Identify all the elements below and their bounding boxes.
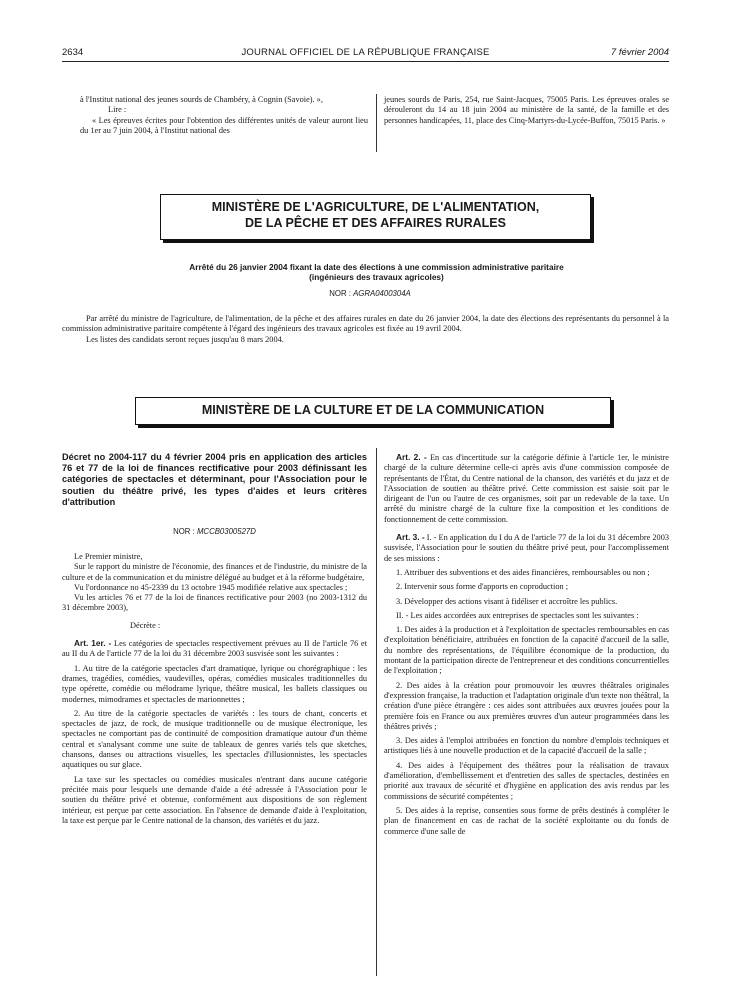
- premier-ministre: Le Premier ministre,: [74, 552, 143, 561]
- article-1-paragraph: La taxe sur les spectacles ou comédies musicales n'entrant dans aucune catégorie précitée mais pour lesquels une demande d'aide a été adressée à l'Association pour le soutien du théâtre privé et obtenue, conformément aux dispositions de son règlement intérieur, est perçue par cette association. En l'absence de demande d'aide à l'exploitation, la taxe est perçue par le Centre national de la chanson, des variétés et du jazz.: [62, 774, 367, 825]
- article-3-aid: 1. Des aides à la production et à l'exploitation de spectacles remboursables en cas d'exploitation bénéficiaire, attribuées en fonction de la capacité d'accueil de la salle, du nombre des représentations, de l'équilibre économique de la production, du montant de la participation directe de l'entrepreneur et des conditions concurrentielles de l'exploitation ;: [384, 625, 669, 676]
- article-3-aid: 4. Des aides à l'équipement des théâtres pour la réalisation de travaux d'amélioration, d'embellissement et d'entretien des salles de spectacles, destinées en priorité aux travaux de sécurité et d'hygiène en application des avis rendus par les commissions de sécurité compétentes ;: [384, 760, 669, 801]
- article-3-item: 2. Intervenir sous forme d'apports en coproduction ;: [396, 582, 568, 592]
- nor-label: NOR :: [173, 527, 195, 536]
- decret-left-column: [62, 552, 367, 826]
- article-3-aid: 5. Des aides à la reprise, consenties sous forme de prêts destinés à compléter le plan de financement en cas de rachat de la société exploitante ou du fonds de commerce d'une salle de: [384, 805, 669, 836]
- article-3: [384, 532, 669, 564]
- arrete-title-line1: Arrêté du 26 janvier 2004 fixant la date des élections à une commission administrative paritaire: [189, 262, 564, 272]
- arrete-title: [95, 262, 658, 282]
- article-3-aid: 3. Des aides à l'emploi attribuées en fonction du nombre d'emplois techniques et artistiques liés à une nouvelle production et de la capacité d'accueil de la salle ;: [384, 736, 669, 756]
- ministry-agriculture-line1: MINISTÈRE DE L'AGRICULTURE, DE L'ALIMENTATION,: [211, 200, 540, 214]
- article-3-item: 1. Attribuer des subventions et des aides financières, remboursables ou non ;: [396, 567, 650, 577]
- article-2-text: En cas d'incertitude sur la catégorie définie à l'article 1er, le ministre chargé de la culture détermine celle-ci après avis d'une commission composée de représentants de l'État, du Centre national de la chanson, des variétés et du jazz et de l'Association de soutien au théâtre privé. Cette commission est saisie soit par le dirigeant de l'un ou l'autre de ces organismes, soit par un redevable de la taxe. Un arrêté du ministre chargé de la culture fixe la composition et les conditions de fonctionnement de cette commission.: [384, 453, 669, 524]
- ministry-culture-line1: MINISTÈRE DE LA CULTURE ET DE LA COMMUNICATION: [201, 403, 545, 417]
- nor-code: AGRA0400304A: [353, 289, 411, 298]
- article-3-aid: 2. Des aides à la création pour promouvoir les œuvres théâtrales originales d'expression française, la traduction et l'adaptation originale d'un texte non théâtral, la création d'une pièce étrangère : ces aides sont attribuées aux œuvres jouées pour la première fois en France ou aux premières œuvres d'un auteur programmées dans les théâtres privés ;: [384, 680, 669, 731]
- top-right-column: [384, 95, 669, 126]
- article-1: [62, 638, 367, 660]
- sur-le-rapport: Sur le rapport du ministre de l'économie, des finances et de l'industrie, du ministre de la culture et de la communication et du ministre délégué au budget et à la réforme budgétaire,: [62, 562, 367, 582]
- column-divider-top: [376, 94, 377, 152]
- article-1-heading: Art. 1er. -: [74, 638, 112, 649]
- visa: Vu les articles 76 et 77 de la loi de finances rectificative pour 2003 (no 2003-1312 du 31 décembre 2003),: [62, 593, 367, 613]
- arrete-paragraph: Par arrêté du ministre de l'agriculture, de l'alimentation, de la pêche et des affaires rurales en date du 26 janvier 2004, la date des élections des représentants du personnel à la commission administrative paritaire compétente à l'égard des ingénieurs des travaux agricoles est fixée au 19 avril 2004.: [62, 314, 669, 334]
- quote-start: « Les épreuves écrites pour l'obtention des différentes unités de valeur auront lieu du 1er au 7 juin 2004, à l'Institut national des: [80, 115, 368, 135]
- article-3-heading: Art. 3. -: [396, 532, 425, 543]
- decret-right-column: [384, 452, 669, 837]
- arrete-body: [62, 314, 669, 345]
- article-3-text: I. - En application du I du A de l'article 77 de la loi du 31 décembre 2003 susvisée, l'Association pour le soutien du théâtre privé peut, pour l'accomplissement de ses missions :: [384, 533, 669, 563]
- nor-label: NOR :: [329, 289, 351, 298]
- article-1-text: Les catégories de spectacles respectivement prévues au II de l'article 76 et au II du A de l'article 77 de la loi du 31 décembre 2003 susvisée sont les suivantes :: [62, 639, 368, 659]
- page-header: [62, 47, 669, 62]
- lire-label: Lire :: [108, 105, 127, 115]
- column-divider: [376, 448, 377, 976]
- article-3-section-ii: II. - Les aides accordées aux entreprises de spectacles sont les suivantes :: [396, 610, 639, 620]
- visa: Vu l'ordonnance no 45-2339 du 13 octobre 1945 modifiée relative aux spectacles ;: [74, 582, 348, 592]
- arrete-paragraph: Les listes des candidats seront reçues jusqu'au 8 mars 2004.: [86, 334, 284, 344]
- decrete: Décrète :: [130, 620, 161, 630]
- ministry-culture-heading: [135, 397, 611, 425]
- article-2-heading: Art. 2. -: [396, 452, 427, 462]
- journal-title: JOURNAL OFFICIEL DE LA RÉPUBLIQUE FRANÇAISE: [241, 47, 490, 58]
- article-3-item: 3. Développer des actions visant à fidéliser et accroître les publics.: [396, 596, 618, 606]
- decret-title: Décret no 2004-117 du 4 février 2004 pris en application des articles 76 et 77 de la loi de finances rectificative pour 2003 définissant les catégories de spectacles et déterminant, pour l'Association pour le soutien du théâtre privé, les types d'aides et leurs critères d'attribution: [62, 452, 367, 507]
- top-left-column: [80, 95, 368, 136]
- issue-date: 7 février 2004: [610, 47, 669, 58]
- ministry-agriculture-line2: DE LA PÊCHE ET DES AFFAIRES RURALES: [245, 216, 506, 230]
- article-1-item: 1. Au titre de la catégorie spectacles d'art dramatique, lyrique ou chorégraphique : les drames, tragédies, comédies, vaudevilles, opéras, comédies musicales traditionnelles du type opérette, comédie ou mélodrame lyrique, théâtre musical, les ballets classiques ou modernes, mimodrames et spectacles de marionnettes ;: [62, 663, 367, 704]
- decret-nor: [62, 527, 367, 536]
- quote-end: jeunes sourds de Paris, 254, rue Saint-Jacques, 75005 Paris. Les épreuves orales se dérouleront du 14 au 18 juin 2004 au ministère de la santé, de la famille et des personnes handicapées, 11, place des Cinq-Martyrs-du-Lycée-Buffon, 75015 Paris. »: [384, 95, 669, 125]
- nor-code: MCCB0300527D: [196, 527, 256, 536]
- page-number: 2634: [62, 47, 84, 58]
- ministry-agriculture-heading: [160, 194, 591, 240]
- article-1-item: 2. Au titre de la catégorie spectacles de variétés : les tours de chant, concerts et spectacles de jazz, de rock, de musique traditionnelle ou de musique électronique, les spectacles ne comportant pas de continuité de composition dramatique autour d'un thème central et s'analysant comme une suite de tableaux de genres variés tels que sketches, chansons, danses ou attractions visuelles, les spectacles d'illusionnistes, les spectacles aquatiques ou sur glace.: [62, 708, 367, 770]
- continuation-line: à l'Institut national des jeunes sourds de Chambéry, à Cognin (Savoie). »,: [80, 95, 323, 104]
- article-2: [384, 452, 669, 525]
- arrete-title-line2: (ingénieurs des travaux agricoles): [309, 272, 444, 282]
- arrete-nor: [250, 289, 490, 298]
